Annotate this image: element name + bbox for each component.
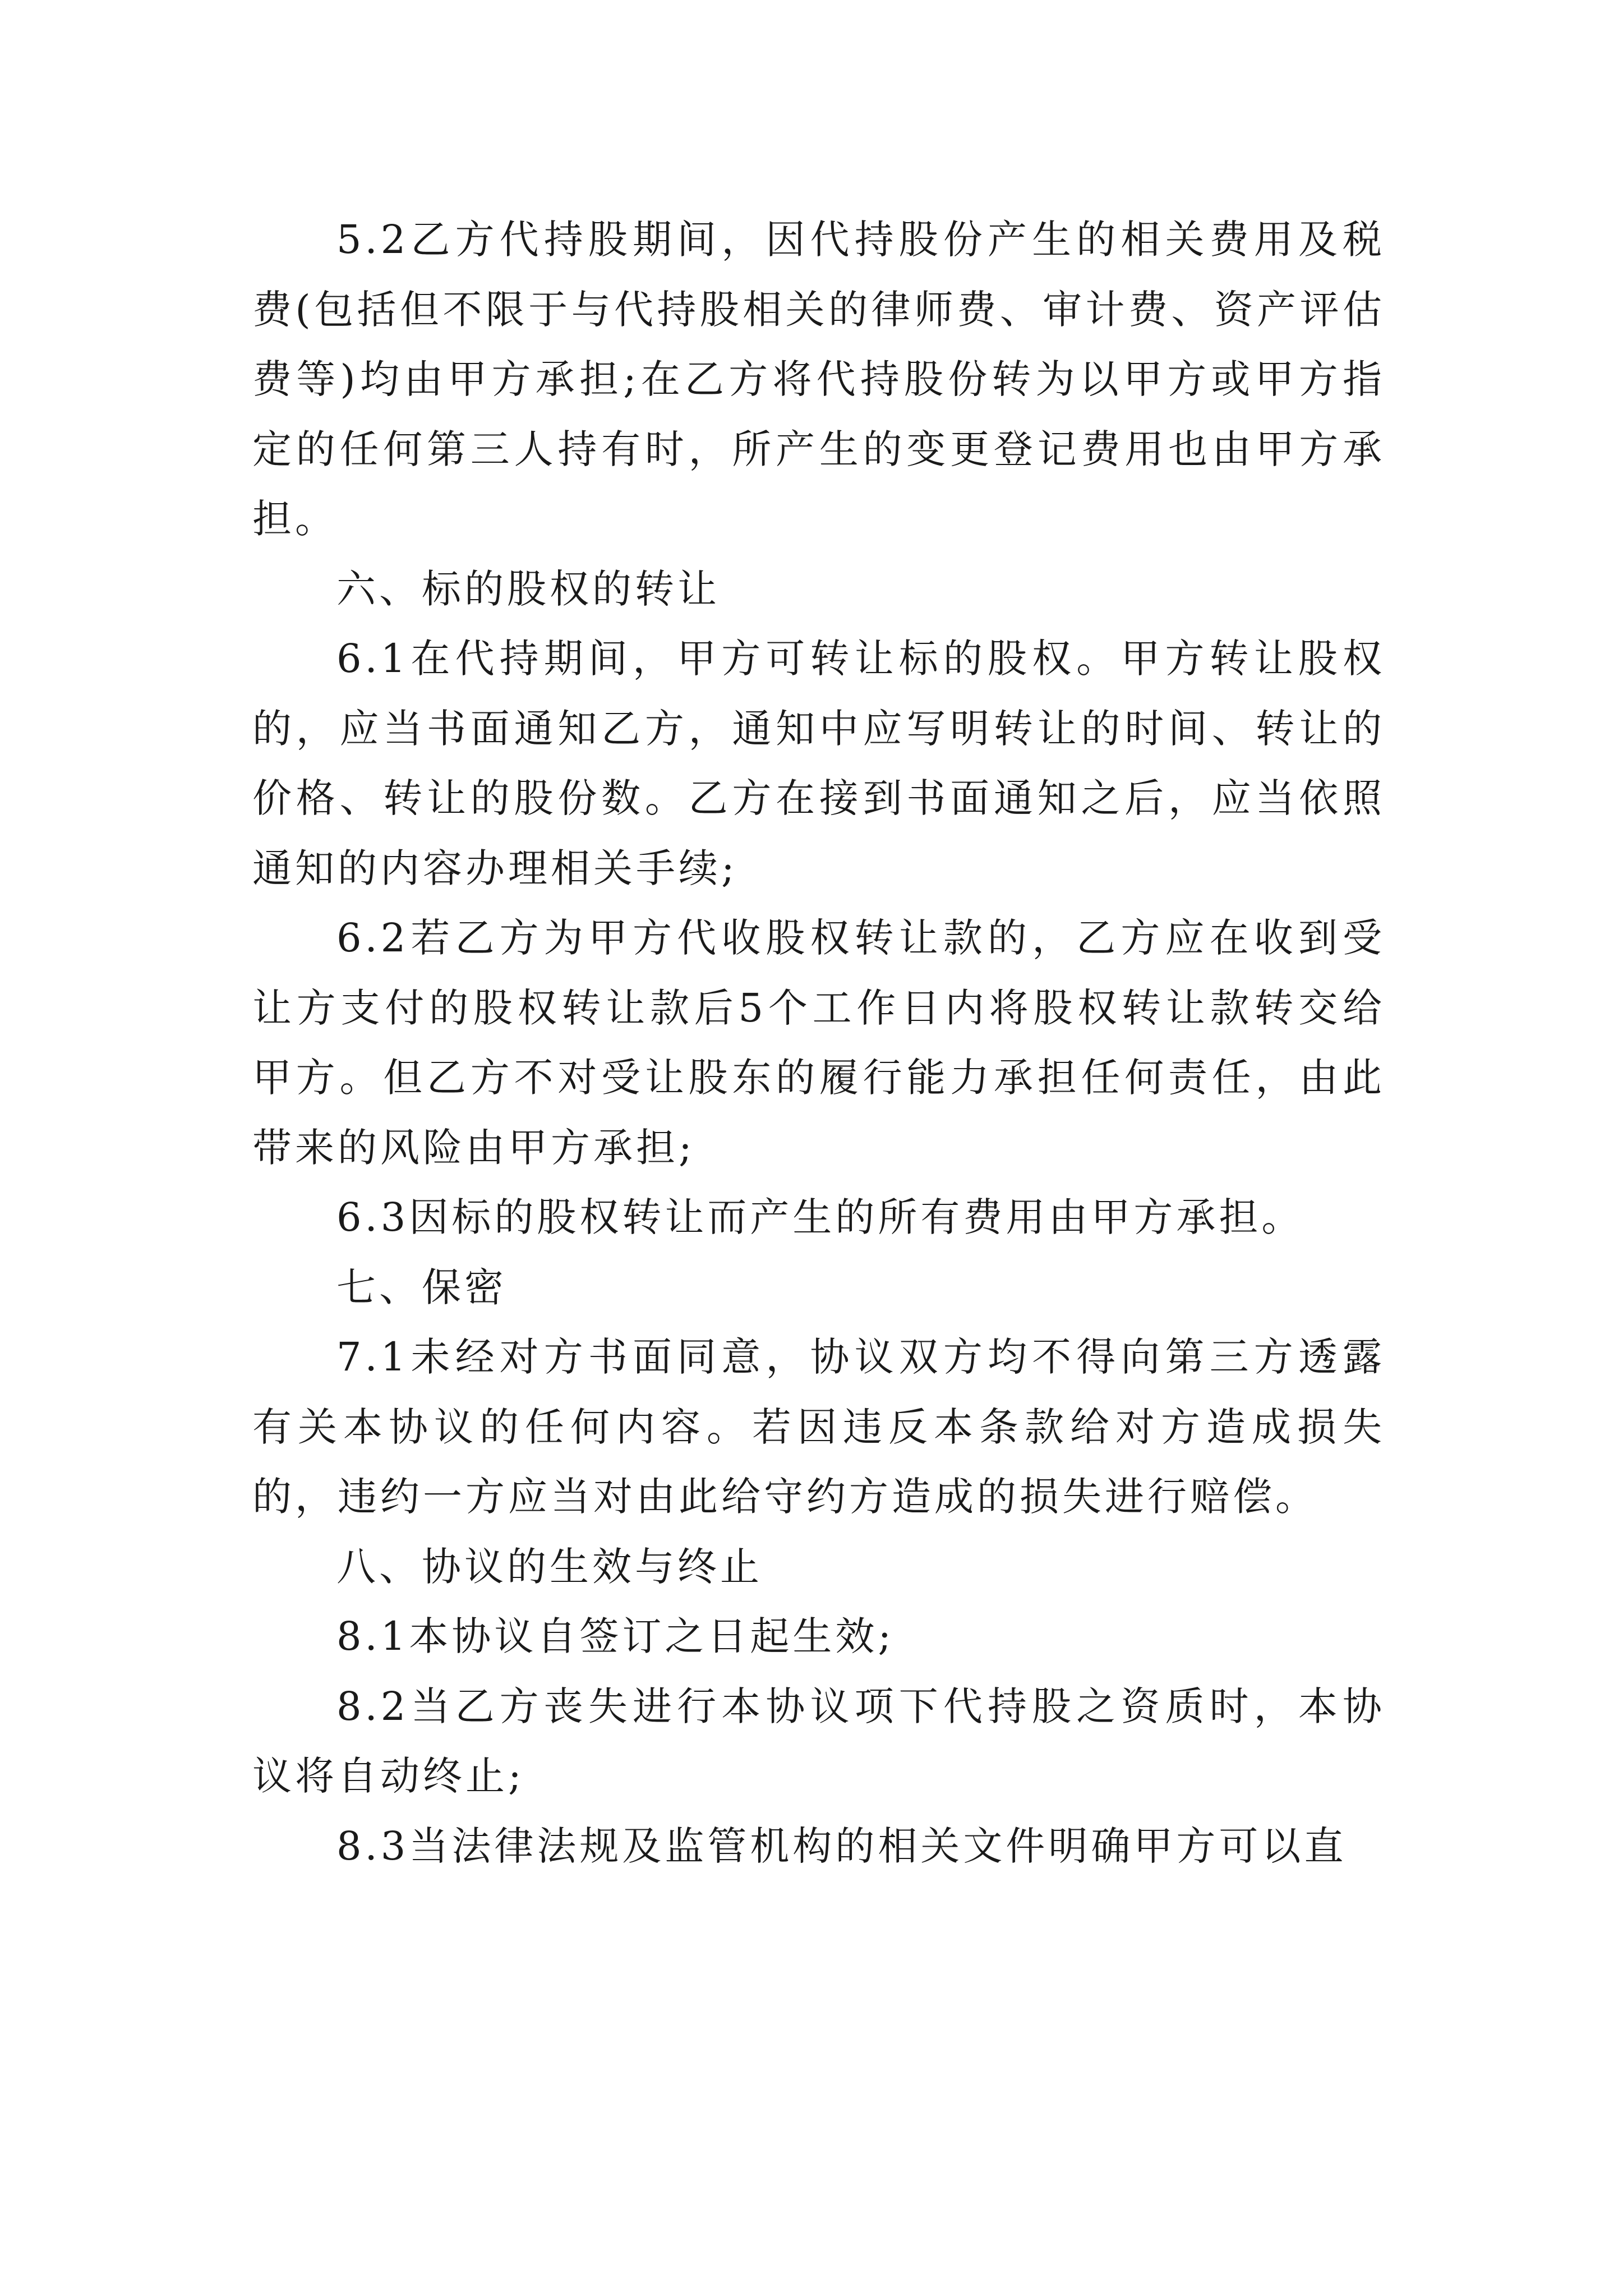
document-body xyxy=(252,205,1385,1881)
clause-7-1: 7.1未经对方书面同意，协议双方均不得向第三方透露有关本协议的任何内容。若因违反本条款给对方造成损失的，违约一方应当对由此给守约方造成的损失进行赔偿。 xyxy=(252,1334,1385,1520)
clause-8-2: 8.2当乙方丧失进行本协议项下代持股之资质时，本协议将自动终止; xyxy=(252,1683,1385,1799)
section-heading-7: 七、保密 xyxy=(336,1264,507,1310)
clause-8-1: 8.1本协议自签订之日起生效; xyxy=(336,1613,895,1659)
clause-6-3: 6.3因标的股权转让而产生的所有费用由甲方承担。 xyxy=(336,1194,1304,1240)
section-heading-6: 六、标的股权的转让 xyxy=(336,565,720,612)
section-heading-8: 八、协议的生效与终止 xyxy=(336,1543,763,1590)
clause-6-1: 6.1在代持期间，甲方可转让标的股权。甲方转让股权的，应当书面通知乙方，通知中应写明转让的时间、转让的价格、转让的股份数。乙方在接到书面通知之后，应当依照通知的内容办理相关手续; xyxy=(252,636,1385,891)
clause-8-3: 8.3当法律法规及监管机构的相关文件明确甲方可以直 xyxy=(336,1823,1347,1869)
clause-5-2: 5.2乙方代持股期间，因代持股份产生的相关费用及税费(包括但不限于与代持股相关的律师费、审计费、资产评估费等)均由甲方承担;在乙方将代持股份转为以甲方或甲方指定的任何第三人持有时，所产生的变更登记费用也由甲方承担。 xyxy=(252,217,1385,542)
clause-6-2: 6.2若乙方为甲方代收股权转让款的，乙方应在收到受让方支付的股权转让款后5个工作日内将股权转让款转交给甲方。但乙方不对受让股东的履行能力承担任何责任，由此带来的风险由甲方承担; xyxy=(252,915,1385,1171)
